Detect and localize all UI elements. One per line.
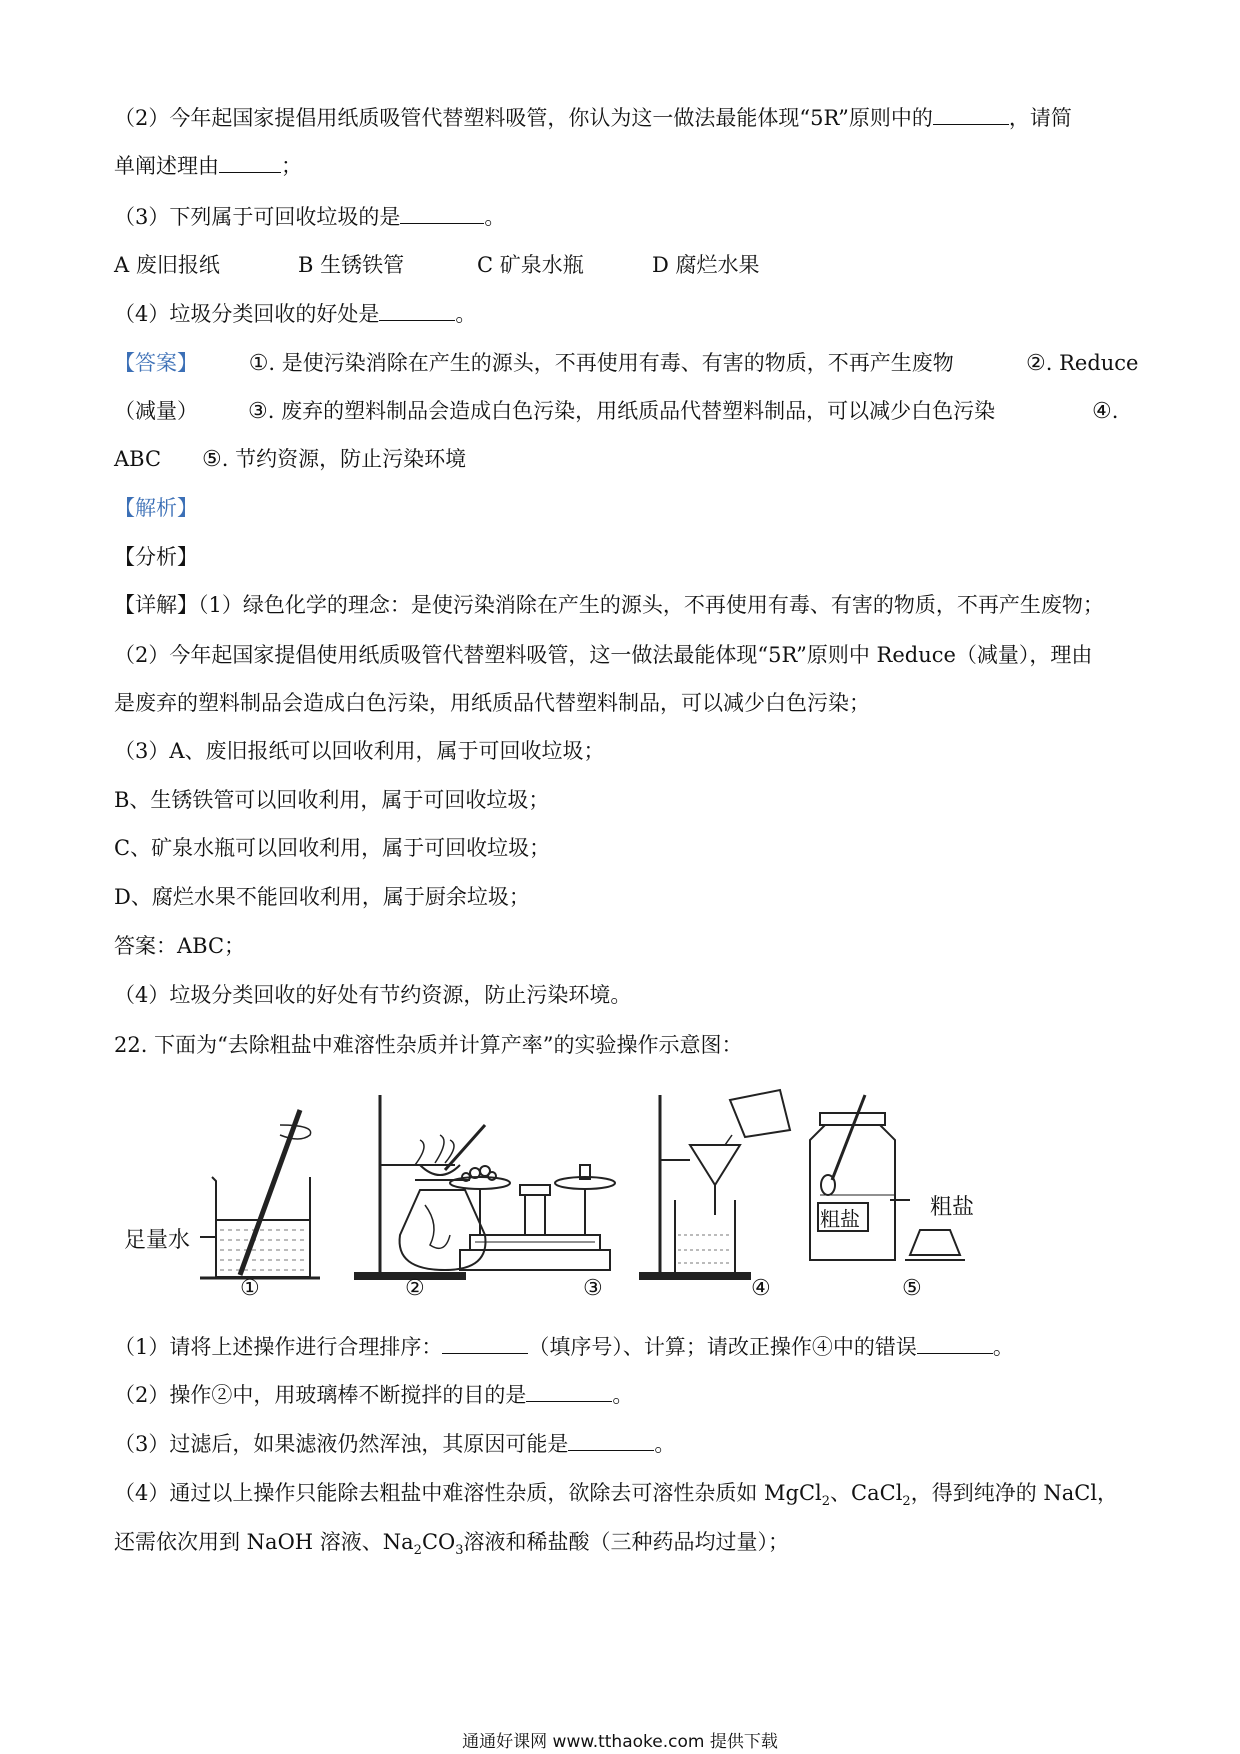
answer-blank[interactable] [219, 152, 281, 173]
detail-line5: B、生锈铁管可以回收利用，属于可回收垃圾； [114, 788, 550, 812]
option-b: B 生锈铁管 [298, 253, 405, 277]
answer-blank[interactable] [526, 1381, 612, 1402]
label-salt: 粗盐 [930, 1195, 975, 1220]
q21-part2-line1: （2）今年起国家提倡用纸质吸管代替塑料吸管，你认为这一做法最能体现“5R”原则中的 ，请简 [114, 106, 1072, 130]
answer-blank[interactable] [379, 300, 455, 321]
step-label-4: ④ [751, 1276, 771, 1301]
analysis-tag: 【解析】 [114, 496, 198, 520]
answer-line1: 【答案】 ①. 是使污染消除在产生的源头，不再使用有毒、有害的物质，不再产生废物 ②. Reduce [114, 351, 1139, 376]
q22-part2: （2）操作②中，用玻璃棒不断搅拌的目的是 。 [114, 1383, 634, 1407]
q21-part2-line2: 单阐述理由 ； [114, 154, 302, 178]
answer-blank[interactable] [917, 1333, 993, 1354]
detail-line2: （2）今年起国家提倡使用纸质吸管代替塑料吸管，这一做法最能体现“5R”原则中 Reduce（减量），理由 [114, 643, 1093, 667]
salt-bottle-illustration [810, 1095, 965, 1260]
label-water: 足量水 [124, 1228, 191, 1253]
filtration-illustration [640, 1090, 790, 1279]
answer-blank[interactable] [442, 1333, 528, 1354]
answer-blank[interactable] [400, 203, 484, 224]
answer-line3: ABC ⑤. 节约资源，防止污染环境 [114, 447, 467, 472]
answer-blank[interactable] [568, 1430, 654, 1451]
answer-line2: （减量） ③. 废弃的塑料制品会造成白色污染，用纸质品代替塑料制品，可以减少白色污染 ④. [114, 399, 1119, 424]
balance-illustration [450, 1165, 615, 1270]
q21-part3: （3）下列属于可回收垃圾的是 。 [114, 205, 506, 229]
q22-part1: （1）请将上述操作进行合理排序： （填序号）、计算；请改正操作④中的错误 。 [114, 1335, 1014, 1359]
detail-line3: 是废弃的塑料制品会造成白色污染，用纸质品代替塑料制品，可以减少白色污染； [114, 691, 870, 715]
detail-line1: 【详解】（1）绿色化学的理念：是使污染消除在产生的源头，不再使用有毒、有害的物质，不再产生废物； [114, 593, 1104, 617]
step-label-1: ① [240, 1276, 260, 1301]
footer-source: 通通好课网 www.tthaoke.com 提供下载 [462, 1732, 778, 1752]
detail-line4: （3）A、废旧报纸可以回收利用，属于可回收垃圾； [114, 739, 605, 763]
step-label-3: ③ [583, 1276, 603, 1301]
option-d: D 腐烂水果 [652, 253, 760, 277]
label-salt-jar: 粗盐 [820, 1207, 860, 1231]
detail-line6: C、矿泉水瓶可以回收利用，属于可回收垃圾； [114, 836, 551, 860]
option-c: C 矿泉水瓶 [477, 253, 584, 277]
q22-part3: （3）过滤后，如果滤液仍然浑浊，其原因可能是 。 [114, 1432, 676, 1456]
answer-blank[interactable] [933, 104, 1009, 125]
beaker-dissolve-illustration [200, 1110, 320, 1278]
detail-line7: D、腐烂水果不能回收利用，属于厨余垃圾； [114, 885, 530, 909]
step-label-5: ⑤ [902, 1276, 922, 1301]
q22-part4-line1: （4）通过以上操作只能除去粗盐中难溶性杂质，欲除去可溶性杂质如 MgCl$_2$、CaCl$_2$，得到纯净的 NaCl， [114, 1481, 1119, 1510]
q22-stem: 22. 下面为“去除粗盐中难溶性杂质并计算产率”的实验操作示意图： [114, 1033, 743, 1057]
evaporation-illustration [355, 1095, 486, 1279]
option-a: A 废旧报纸 [114, 253, 220, 277]
analysis-subtitle: 【分析】 [114, 545, 198, 569]
detail-line8: 答案：ABC； [114, 934, 246, 958]
step-label-2: ② [405, 1276, 425, 1301]
detail-line9: （4）垃圾分类回收的好处有节约资源，防止污染环境。 [114, 983, 632, 1007]
q21-part4: （4）垃圾分类回收的好处是 。 [114, 302, 477, 326]
q22-part4-line2: 还需依次用到 NaOH 溶液、$Na_2CO_3$溶液和稀盐酸（三种药品均过量）； [114, 1530, 790, 1559]
answer-tag: 【答案】 [114, 351, 198, 375]
